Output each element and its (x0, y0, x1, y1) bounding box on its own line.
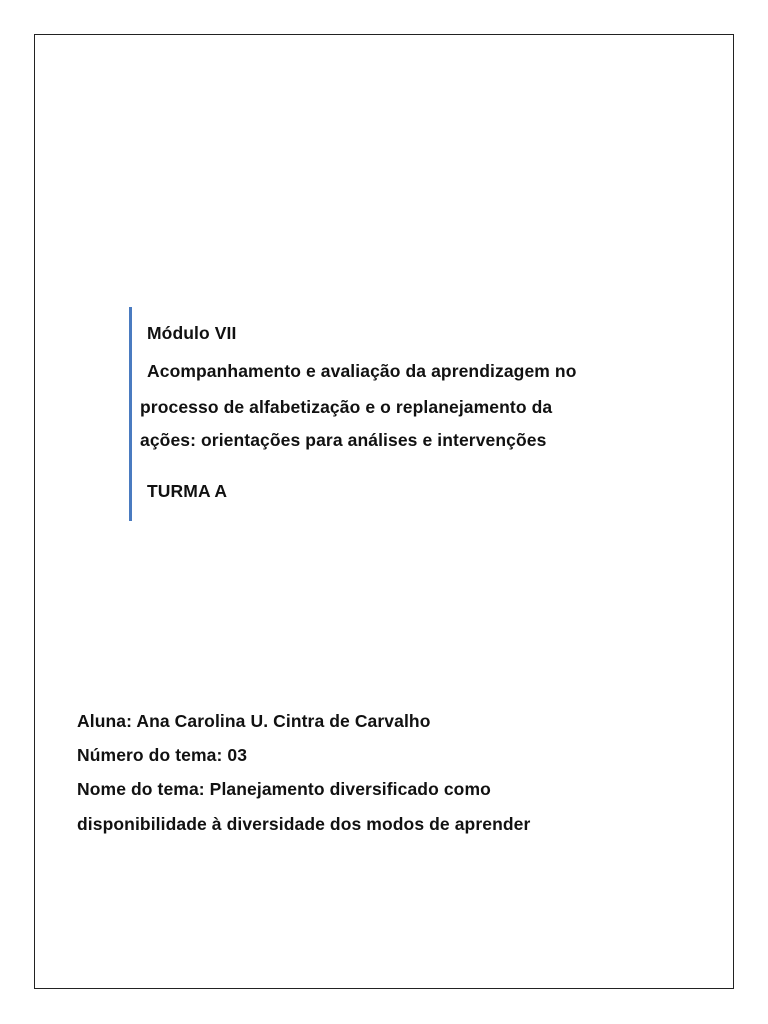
theme-number: Número do tema: 03 (77, 745, 248, 765)
course-title-line-3: ações: orientações para análises e intervenções (140, 430, 547, 450)
course-title-line-1: Acompanhamento e avaliação da aprendizagem no (147, 361, 577, 381)
class-label: TURMA A (147, 481, 228, 501)
student-name: Aluna: Ana Carolina U. Cintra de Carvalho (77, 711, 431, 731)
theme-name-line-1: Nome do tema: Planejamento diversificado como (77, 779, 491, 799)
course-title-line-2: processo de alfabetização e o replanejamento da (140, 397, 553, 417)
theme-name-line-2: disponibilidade à diversidade dos modos de aprender (77, 814, 531, 834)
module-title: Módulo VII (147, 323, 237, 343)
title-block (129, 307, 669, 521)
